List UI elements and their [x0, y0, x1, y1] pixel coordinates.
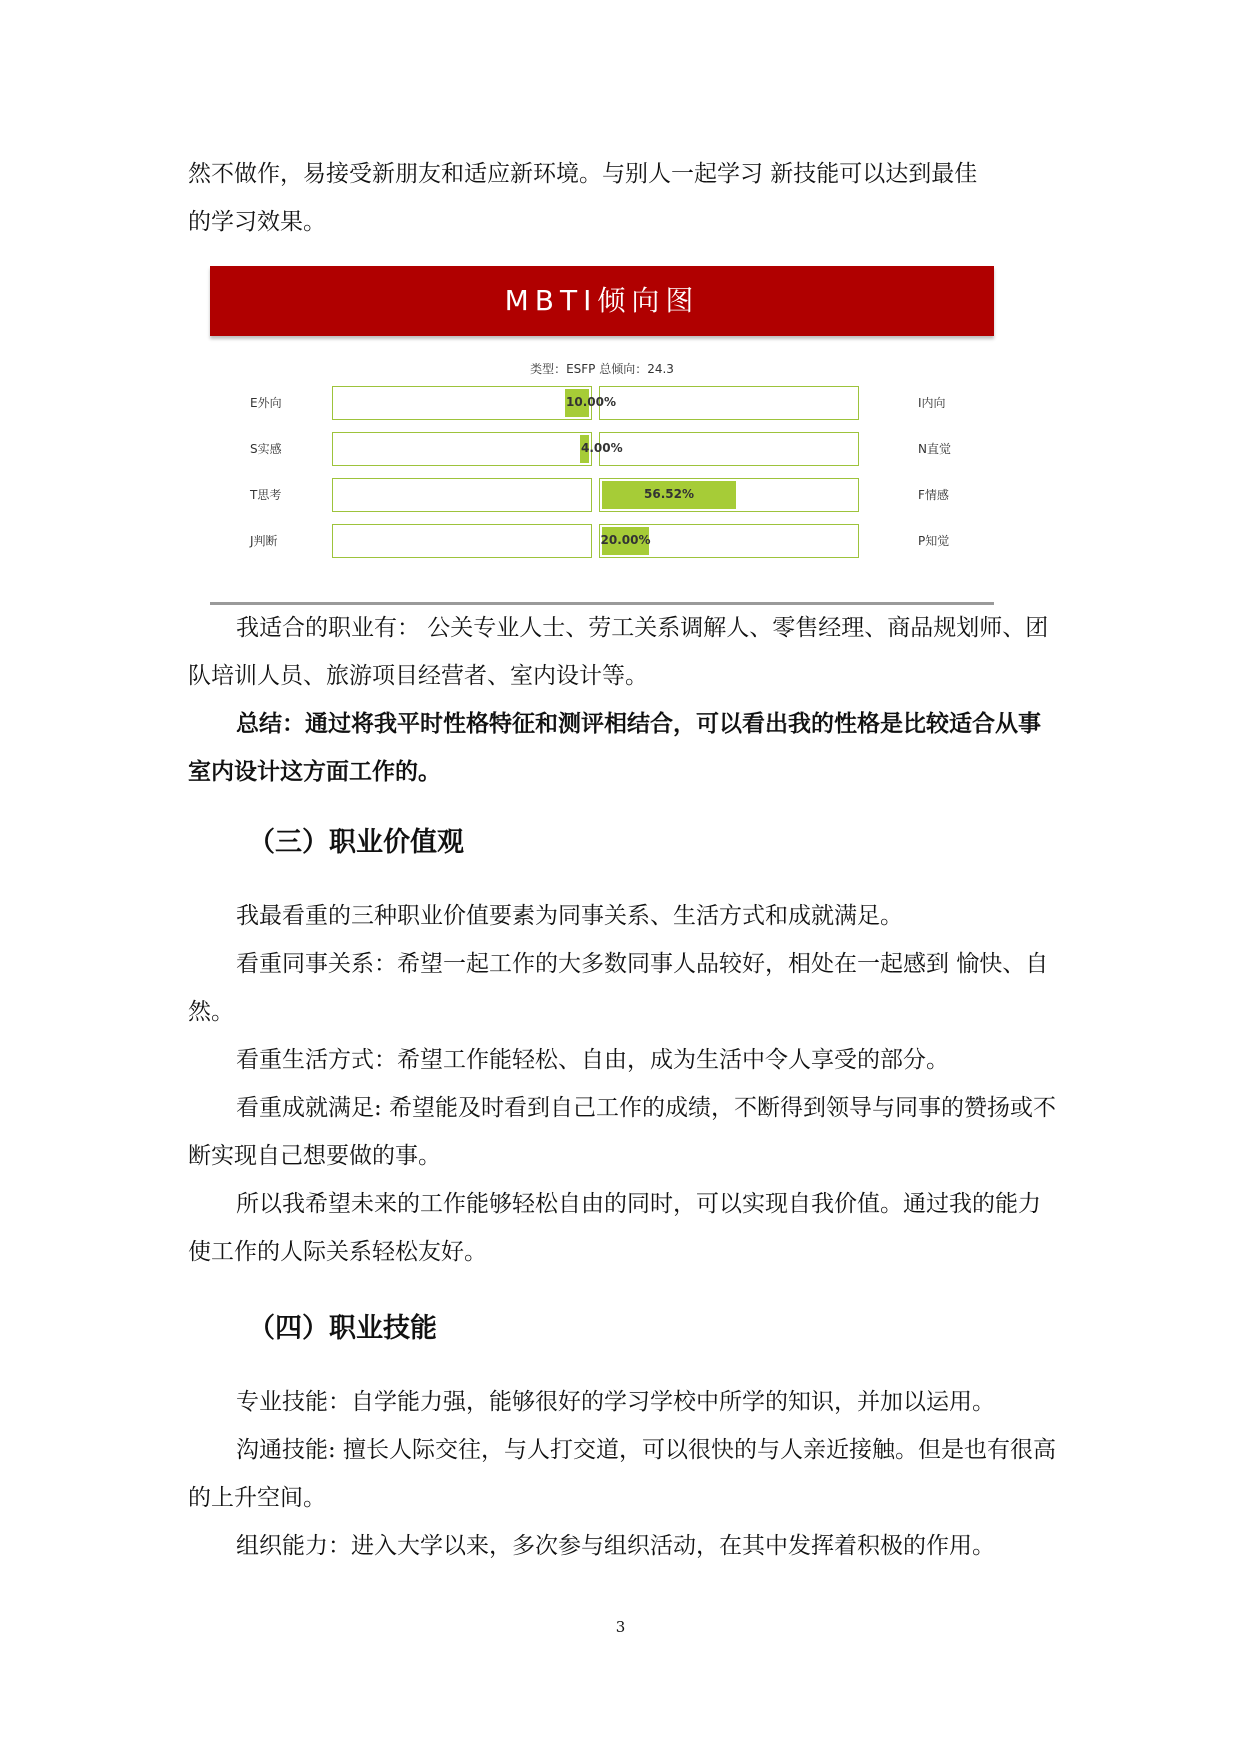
mbti-right-label: F情感: [918, 488, 949, 502]
mbti-value-label: 56.52%: [644, 487, 694, 501]
section-3-p4: 看重成就满足: 希望能及时看到自己工作的成绩，不断得到领导与同事的赞扬或不断实现自己想要做的事。: [188, 1095, 1057, 1169]
mbti-left-label: T思考: [250, 488, 282, 502]
section-3-p2: 看重同事关系：希望一起工作的大多数同事人品较好，相处在一起感到 愉快、自然。: [188, 951, 1049, 1025]
mbti-left-box: [332, 386, 592, 420]
mbti-row: [210, 432, 994, 466]
section-3-p1: 我最看重的三种职业价值要素为同事关系、生活方式和成就满足。: [236, 903, 903, 929]
section-3-heading: （三）职业价值观: [248, 827, 464, 858]
section-3-p5: 所以我希望未来的工作能够轻松自由的同时，可以实现自我价值。通过我的能力使工作的人际关系轻松友好。: [188, 1191, 1041, 1265]
mbti-row: [210, 386, 994, 420]
intro-line-2: 的学习效果。: [188, 209, 326, 235]
section-3-p3: 看重生活方式：希望工作能轻松、自由，成为生活中令人享受的部分。: [236, 1047, 949, 1073]
mbti-right-box: [599, 432, 859, 466]
mbti-left-label: S实感: [250, 442, 282, 456]
mbti-left-label: E外向: [250, 396, 282, 410]
mbti-right-box: [599, 386, 859, 420]
mbti-left-box: [332, 432, 592, 466]
section-4-p2: 沟通技能: 擅长人际交往，与人打交道，可以很快的与人亲近接触。但是也有很高的上升空间。: [188, 1437, 1057, 1511]
mbti-banner: MBTI倾向图: [210, 266, 994, 336]
mbti-left-label: J判断: [250, 534, 278, 548]
mbti-right-label: P知觉: [918, 534, 950, 548]
section-4-p3: 组织能力：进入大学以来，多次参与组织活动，在其中发挥着积极的作用。: [236, 1533, 995, 1559]
summary-paragraph: 总结：通过将我平时性格特征和测评相结合，可以看出我的性格是比较适合从事室内设计这方面工作的。: [188, 711, 1041, 785]
mbti-left-box: [332, 478, 592, 512]
page-number: 3: [615, 1618, 626, 1636]
mbti-value-label: 10.00%: [566, 395, 616, 409]
intro-line-1: 然不做作，易接受新朋友和适应新环境。与别人一起学习 新技能可以达到最佳: [188, 161, 978, 187]
mbti-right-label: N直觉: [918, 442, 951, 456]
mbti-row: [210, 478, 994, 512]
mbti-value-label: 4.00%: [581, 441, 623, 455]
section-4-heading: （四）职业技能: [248, 1313, 437, 1344]
mbti-chart: [210, 266, 994, 606]
mbti-value-label: 20.00%: [600, 533, 651, 547]
mbti-right-label: I内向: [918, 396, 946, 410]
mbti-left-box: [332, 524, 592, 558]
mbti-summary: 类型：ESFP 总倾向：24.3: [530, 362, 674, 376]
section-4-p1: 专业技能：自学能力强，能够很好的学习学校中所学的知识，并加以运用。: [236, 1389, 995, 1415]
mbti-row: [210, 524, 994, 558]
mbti-right-box: [599, 478, 859, 512]
careers-paragraph: 我适合的职业有： 公关专业人士、劳工关系调解人、零售经理、商品规划师、团队培训人员、旅游项目经营者、室内设计等。: [188, 615, 1049, 689]
